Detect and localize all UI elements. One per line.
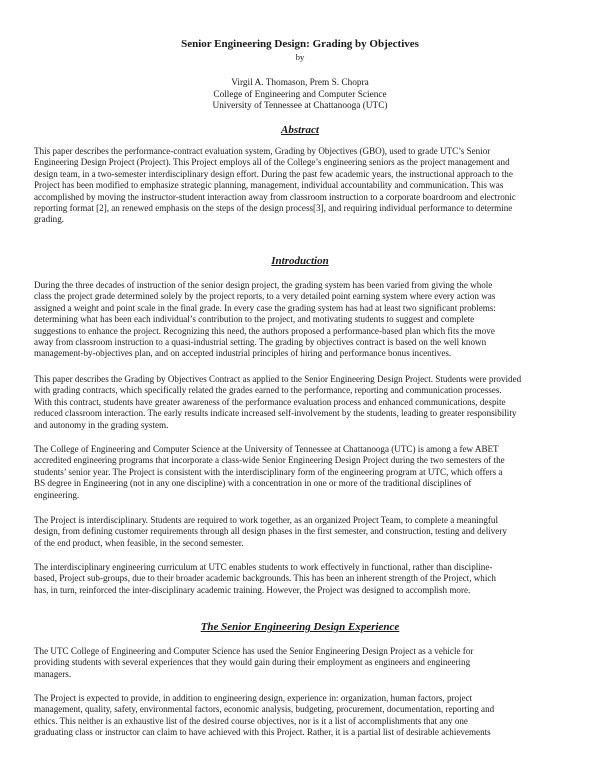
text-line: graduating class or instructor can claim to have achieved with this Project. Rather, it is a partial list of desirable achievements [34, 727, 491, 738]
author-university: University of Tennessee at Chattanooga (UTC) [212, 101, 388, 112]
text-line: with grading contracts, which specifically related the grades earned to the performance, reporting and communication processes. [34, 385, 502, 396]
author-affiliation: College of Engineering and Computer Science [213, 89, 387, 100]
intro-paragraph-3 [34, 444, 574, 501]
text-line: This paper describes the Grading by Objectives Contract as applied to the Senior Engineering Design Project. Students were provided [34, 374, 522, 384]
intro-paragraph-5 [34, 562, 574, 596]
text-line: students’ senior year. The Project is consistent with the interdisciplinary form of the engineering program at UTC, which offers a [34, 466, 503, 477]
text-line: accomplished by moving the instructor-student interaction away from classroom instruction to a corporate boardroom and electronic [34, 191, 516, 202]
introduction-heading: Introduction [271, 255, 329, 267]
abstract-heading: Abstract [281, 124, 319, 136]
text-line: reporting format [2], an renewed emphasis on the steps of the design process[3], and requiring individual performance to determine [34, 203, 513, 214]
text-line: engineering. [34, 489, 80, 500]
text-line: With this contract, students have greater awareness of the performance evaluation process and enhanced communications, despite [34, 396, 506, 407]
experience-paragraph-2 [34, 693, 574, 739]
text-line: The UTC College of Engineering and Computer Science has used the Senior Engineering Design Project as a vehicle for [34, 646, 474, 656]
text-line: accredited engineering programs that incorporate a class-wide Senior Engineering Design Project during the two semesters of the [34, 455, 505, 466]
text-line: BS degree in Engineering (not in any one discipline) with a concentration in one or more of the traditional disciplines of [34, 478, 472, 489]
abstract-paragraph [34, 146, 574, 226]
text-line: design team, in a two-semester interdisciplinary design effort. During the past few academic years, the instructional approach to the [34, 168, 513, 179]
text-line: determining what has been each individual’s contribution to the project, and motivating students to suggest and complete [34, 314, 475, 325]
text-line: The Project is interdisciplinary. Students are required to work together, as an organized Project Team, to complete a meaningful [34, 515, 498, 525]
experience-paragraph-1 [34, 646, 574, 680]
text-line: of the end product, when feasible, in the second semester. [34, 537, 244, 548]
author-names: Virgil A. Thomason, Prem S. Chopra [231, 78, 369, 88]
text-line: has, in turn, reinforced the inter-disciplinary academic training. However, the Project was designed to accomplish more. [34, 584, 471, 595]
text-line: management, quality, safety, environmental factors, economic analysis, budgeting, procurement, documentation, reporting and [34, 704, 495, 715]
text-line: ethics. This neither is an exhaustive list of the desired course objectives, nor is it a list of accomplishments that any one [34, 715, 468, 726]
paper-title: Senior Engineering Design: Grading by Objectives [181, 38, 419, 50]
text-line: based, Project sub-groups, due to their broader academic backgrounds. This has been an inherent strength of the Project, which [34, 573, 496, 584]
text-line: This paper describes the performance-contract evaluation system, Grading by Objectives (GBO), used to grade UTC’s Senior [34, 146, 491, 156]
text-line: management-by-objectives plan, and on accepted industrial principles of hiring and performance bonus incentives. [34, 348, 452, 359]
text-line: During the three decades of instruction of the senior design project, the grading system has been varied from giving the whole [34, 280, 493, 290]
intro-paragraph-1 [34, 280, 574, 360]
text-line: The interdisciplinary engineering curriculum at UTC enables students to work effectively in functional, rather than discipline- [34, 562, 493, 572]
by-line: by [295, 52, 305, 62]
text-line: grading. [34, 214, 65, 225]
text-line: and autonomy in the grading system. [34, 419, 169, 430]
text-line: managers. [34, 668, 72, 679]
text-line: assigned a weight and point scale in the final grade. In every case the grading system has had at least two significant problems: [34, 302, 496, 313]
text-line: Engineering Design Project (Project). This Project employs all of the College’s engineering seniors as the project management and [34, 157, 510, 168]
text-line: providing students with several experiences that they would gain during their employment as engineers and engineering [34, 657, 471, 668]
text-line: design, from defining customer requirements through all design phases in the first semester, and construction, testing and delivery [34, 526, 507, 537]
intro-paragraph-4 [34, 515, 574, 549]
text-line: reduced classroom interaction. The early results indicate increased self-involvement by the students, leading to greater responsibility [34, 408, 517, 419]
text-line: The Project is expected to provide, in addition to engineering design, experience in: organization, human factors, project [34, 693, 473, 703]
text-line: suggestions to enhance the project. Recognizing this need, the authors proposed a performance-based plan which fits the move [34, 325, 495, 336]
intro-paragraph-2 [34, 374, 574, 431]
text-line: class the project grade determined solely by the project reports, to a very detailed point earning system where every action was [34, 291, 496, 302]
experience-heading: The Senior Engineering Design Experience [200, 621, 400, 633]
text-line: The College of Engineering and Computer Science at the University of Tennessee at Chattanooga (UTC) is among a few ABET [34, 444, 499, 454]
author-block [0, 78, 600, 113]
text-line: away from classroom instruction to a quasi-industrial setting. The grading by objectives contract is based on the well known [34, 337, 487, 348]
text-line: Project has been modified to emphasize strategic planning, management, individual accountability and communication. This was [34, 180, 504, 191]
